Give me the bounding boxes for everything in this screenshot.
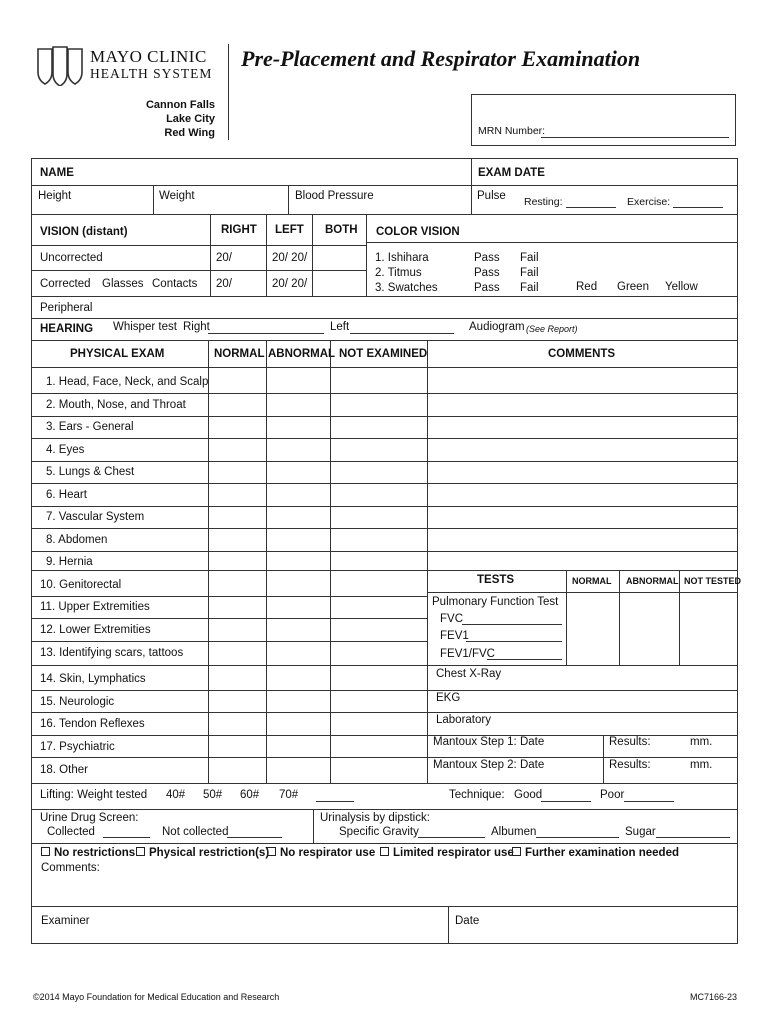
pass-column (474, 251, 500, 296)
weight-40[interactable]: 40# (166, 789, 186, 801)
technique-good-label: Good (514, 789, 543, 801)
location-list (105, 98, 215, 140)
tests-header: TESTS (477, 574, 515, 586)
corrected-left-field[interactable]: 20/ 20/ (272, 278, 308, 290)
pft-label: Pulmonary Function Test (432, 596, 559, 608)
fev1-label: FEV1 (440, 630, 469, 642)
resting-field[interactable] (566, 207, 616, 208)
color-vision-tests (375, 251, 438, 296)
form-number: MC7166-23 (690, 992, 738, 1002)
vision-title: VISION (distant) (40, 226, 128, 238)
albumen-label: Albumen (491, 826, 537, 838)
not-collected-field[interactable] (227, 837, 282, 838)
glasses-option[interactable]: Glasses (102, 278, 144, 290)
examiner-field[interactable] (95, 910, 440, 940)
not-collected-label: Not collected (162, 826, 229, 838)
chest-xray-label: Chest X-Ray (436, 668, 502, 680)
resting-label: Resting: (524, 196, 563, 208)
uncorrected-right-field[interactable]: 20/ (216, 252, 232, 264)
hearing-right-field[interactable] (208, 333, 324, 334)
technique-label: Technique: (449, 789, 505, 801)
fev1-fvc-field[interactable] (487, 659, 562, 660)
weight-other-field[interactable] (316, 801, 354, 802)
specific-gravity-label: Specific Gravity (339, 826, 419, 838)
weight-70[interactable]: 70# (279, 789, 299, 801)
exam-item-head: 1. Head, Face, Neck, and Scalp (46, 376, 209, 388)
color-red[interactable]: Red (576, 281, 598, 293)
brand-line-1: MAYO CLINIC (90, 47, 207, 66)
mantoux-step2-results: Results: (609, 759, 651, 771)
fev1-field[interactable] (466, 641, 562, 642)
exam-item-heart: 6. Heart (46, 489, 87, 501)
color-green[interactable]: Green (617, 281, 649, 293)
sugar-field[interactable] (656, 837, 730, 838)
vision-left-header: LEFT (275, 224, 304, 236)
mrn-box (471, 94, 736, 146)
comments-header: COMMENTS (548, 348, 616, 360)
exam-item-other: 18. Other (40, 764, 88, 776)
technique-poor-label: Poor (600, 789, 625, 801)
weight-60[interactable]: 60# (240, 789, 260, 801)
exam-item-tendon-reflexes: 16. Tendon Reflexes (40, 718, 145, 730)
comments-label: Comments: (41, 862, 100, 874)
page-title: Pre-Placement and Respirator Examination (241, 46, 641, 71)
hearing-right-label: Right (183, 321, 210, 333)
restriction-no-respirator[interactable]: No respirator use (267, 847, 375, 859)
hearing-left-field[interactable] (350, 333, 454, 334)
tests-not-tested-header: NOT TESTED (684, 576, 742, 586)
fail-option[interactable]: Fail (520, 252, 539, 264)
abnormal-header: ABNORMAL (268, 348, 336, 360)
mantoux-step1-mm: mm. (690, 736, 713, 748)
exam-item-genitorectal: 10. Genitorectal (40, 579, 122, 591)
checkbox-icon[interactable] (267, 847, 276, 856)
fail-column (520, 251, 539, 296)
contacts-option[interactable]: Contacts (152, 278, 198, 290)
fev1-fvc-label: FEV1/FVC (440, 648, 495, 660)
audiogram-label: Audiogram (469, 321, 525, 333)
corrected-label: Corrected (40, 278, 91, 290)
weight-label: Weight (159, 190, 195, 202)
blood-pressure-label: Blood Pressure (295, 190, 374, 202)
uncorrected-left-field[interactable]: 20/ 20/ (272, 252, 308, 264)
exam-item-eyes: 4. Eyes (46, 444, 85, 456)
exam-item-scars: 13. Identifying scars, tattoos (40, 647, 184, 659)
header-divider (228, 44, 229, 140)
restriction-limited-respirator[interactable]: Limited respirator use (380, 847, 514, 859)
pass-option[interactable]: Pass (474, 252, 500, 264)
fail-option[interactable]: Fail (520, 282, 539, 294)
examiner-label: Examiner (41, 915, 90, 927)
date-field[interactable] (485, 910, 730, 940)
weight-50[interactable]: 50# (203, 789, 223, 801)
pulse-label: Pulse (477, 190, 506, 202)
height-label: Height (38, 190, 72, 202)
mrn-field[interactable] (541, 137, 729, 138)
checkbox-icon[interactable] (136, 847, 145, 856)
peripheral-label: Peripheral (40, 302, 93, 314)
laboratory-label: Laboratory (436, 714, 491, 726)
technique-good-field[interactable] (541, 801, 591, 802)
mantoux-step2-mm: mm. (690, 759, 713, 771)
color-vision-header: COLOR VISION (376, 226, 460, 238)
whisper-test-label: Whisper test (113, 321, 177, 333)
mrn-label: MRN Number: (478, 125, 546, 137)
copyright-text: ©2014 Mayo Foundation for Medical Education and Research (33, 992, 280, 1002)
specific-gravity-field[interactable] (418, 837, 485, 838)
ekg-label: EKG (436, 692, 461, 704)
uncorrected-label: Uncorrected (40, 252, 103, 264)
restriction-further-exam[interactable]: Further examination needed (512, 847, 679, 859)
pass-option[interactable]: Pass (474, 282, 500, 294)
tests-abnormal-header: ABNORMAL (626, 576, 679, 586)
mantoux-step2-label: Mantoux Step 2: Date (433, 759, 545, 771)
exam-item-skin: 14. Skin, Lymphatics (40, 673, 146, 685)
exam-item-lower-extremities: 12. Lower Extremities (40, 624, 151, 636)
checkbox-icon[interactable] (380, 847, 389, 856)
technique-poor-field[interactable] (624, 801, 674, 802)
brand-line-2: HEALTH SYSTEM (90, 66, 213, 81)
color-yellow[interactable]: Yellow (665, 281, 698, 293)
shield-logo-icon (36, 46, 84, 86)
test-titmus: 2. Titmus (375, 267, 422, 279)
exam-item-upper-extremities: 11. Upper Extremities (40, 601, 150, 613)
sugar-label: Sugar (625, 826, 656, 838)
test-swatches: 3. Swatches (375, 282, 438, 294)
location-cannon-falls: Cannon Falls (145, 99, 215, 111)
checkbox-icon[interactable] (512, 847, 521, 856)
exam-item-ears: 3. Ears - General (46, 421, 134, 433)
physical-exam-header: PHYSICAL EXAM (70, 348, 165, 360)
fvc-field[interactable] (462, 624, 562, 625)
vision-right-header: RIGHT (221, 224, 257, 236)
location-red-wing: Red Wing (164, 127, 215, 139)
vision-both-header: BOTH (325, 224, 358, 236)
date-label: Date (455, 915, 480, 927)
exam-item-hernia: 9. Hernia (46, 556, 93, 568)
exercise-label: Exercise: (627, 196, 671, 208)
exam-item-abdomen: 8. Abdomen (46, 534, 108, 546)
exercise-field[interactable] (673, 207, 723, 208)
fvc-label: FVC (440, 613, 463, 625)
restriction-physical[interactable]: Physical restriction(s) (136, 847, 269, 859)
not-examined-header: NOT EXAMINED (339, 348, 428, 360)
mantoux-step1-label: Mantoux Step 1: Date (433, 736, 545, 748)
mantoux-step1-results: Results: (609, 736, 651, 748)
tests-normal-header: NORMAL (572, 576, 612, 586)
name-label: NAME (40, 167, 74, 179)
hearing-left-label: Left (330, 321, 350, 333)
test-ishihara: 1. Ishihara (375, 252, 429, 264)
normal-header: NORMAL (214, 348, 265, 360)
exam-date-label: EXAM DATE (478, 167, 545, 179)
see-report-note: (See Report) (526, 324, 578, 334)
exam-item-lungs: 5. Lungs & Chest (46, 466, 135, 478)
checkbox-icon[interactable] (41, 847, 50, 856)
name-field[interactable] (100, 162, 460, 182)
exam-item-vascular: 7. Vascular System (46, 511, 145, 523)
comments-field[interactable] (100, 860, 730, 902)
exam-date-field[interactable] (545, 162, 730, 182)
corrected-right-field[interactable]: 20/ (216, 278, 232, 290)
collected-field[interactable] (103, 837, 150, 838)
urinalysis-dipstick-label: Urinalysis by dipstick: (320, 812, 430, 824)
location-lake-city: Lake City (166, 113, 215, 125)
exam-item-mouth: 2. Mouth, Nose, and Throat (46, 399, 186, 411)
lifting-label: Lifting: Weight tested (40, 789, 148, 801)
exam-item-psychiatric: 17. Psychiatric (40, 741, 115, 753)
urine-drug-screen-label: Urine Drug Screen: (40, 812, 139, 824)
exam-item-neurologic: 15. Neurologic (40, 696, 115, 708)
hearing-title: HEARING (40, 323, 94, 335)
restriction-no-restrictions[interactable]: No restrictions (41, 847, 135, 859)
albumen-field[interactable] (536, 837, 619, 838)
pass-option[interactable]: Pass (474, 267, 500, 279)
fail-option[interactable]: Fail (520, 267, 539, 279)
collected-label: Collected (47, 826, 95, 838)
